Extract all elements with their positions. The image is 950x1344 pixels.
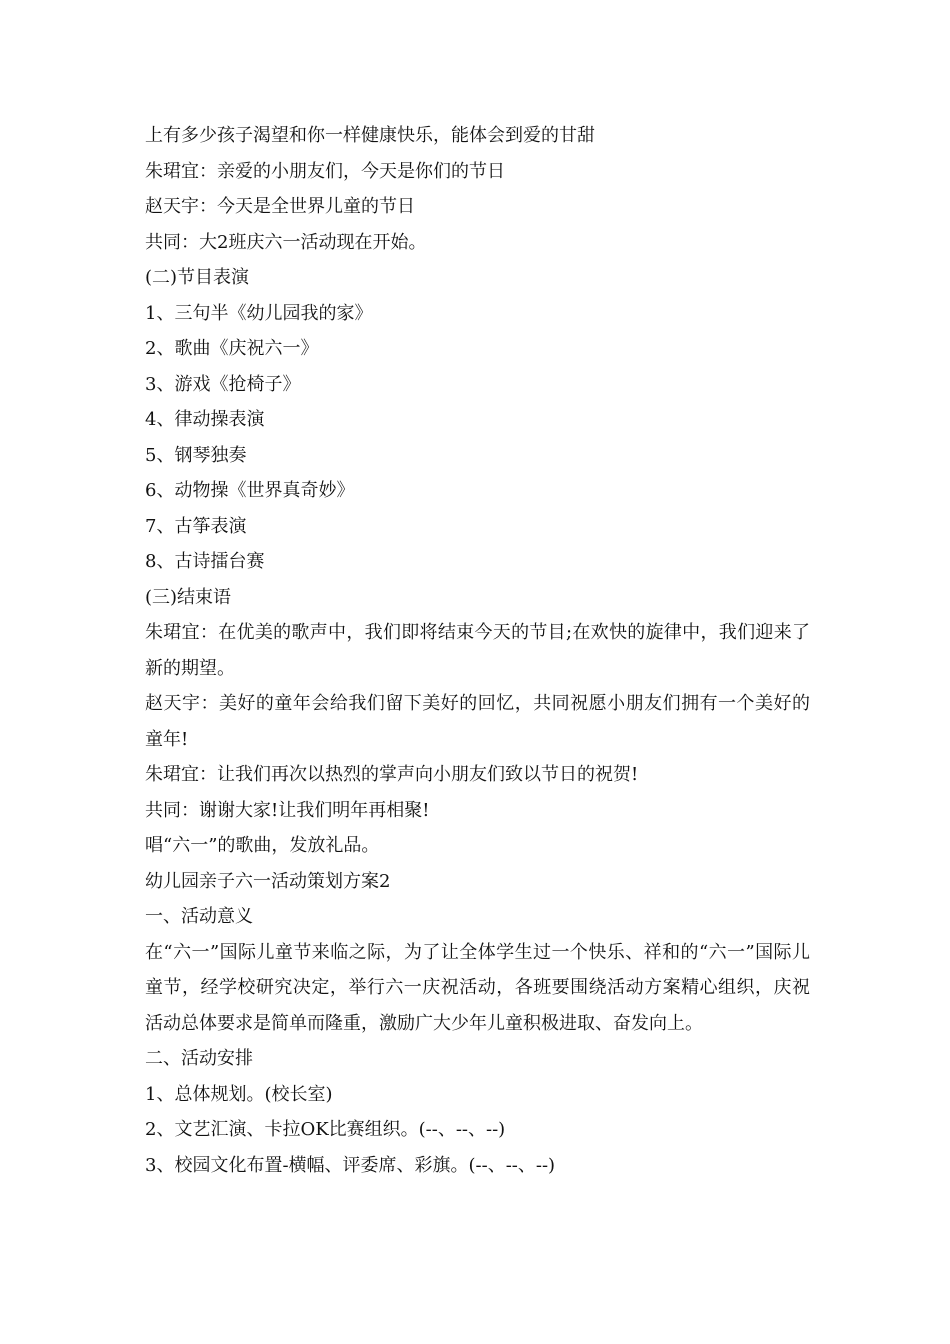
paragraph: 在“六一”国际儿童节来临之际，为了让全体学生过一个快乐、祥和的“六一”国际儿童节，经学校研究决定，举行六一庆祝活动，各班要围绕活动方案精心组织，庆祝活动总体要求是简单而隆重，激励广大少年儿童积极进取、奋发向上。 <box>145 941 810 1034</box>
program-item: 1、三句半《幼儿园我的家》 <box>145 302 373 324</box>
text-line: 唱“六一”的歌曲，发放礼品。 <box>145 835 380 856</box>
program-item: 6、动物操《世界真奇妙》 <box>145 480 355 501</box>
paragraph: 朱珺宜：在优美的歌声中，我们即将结束今天的节目;在欢快的旋律中，我们迎来了新的期望。 <box>145 622 810 679</box>
arrangement-item: 2、文艺汇演、卡拉OK比赛组织。(--、--、--) <box>145 1119 506 1140</box>
program-item: 8、古诗擂台赛 <box>145 551 265 572</box>
text-line: 共同：谢谢大家!让我们明年再相聚! <box>145 799 430 821</box>
program-item: 4、律动操表演 <box>145 409 265 430</box>
section-heading: (二)节目表演 <box>145 267 250 288</box>
program-item: 2、歌曲《庆祝六一》 <box>145 338 319 359</box>
text-line: 上有多少孩子渴望和你一样健康快乐，能体会到爱的甘甜 <box>145 125 595 146</box>
section-heading: (三)结束语 <box>145 586 232 608</box>
document-subtitle: 幼儿园亲子六一活动策划方案2 <box>145 870 391 892</box>
program-item: 5、钢琴独奏 <box>145 444 247 466</box>
section-heading: 一、活动意义 <box>145 906 253 927</box>
text-line: 朱珺宜：亲爱的小朋友们，今天是你们的节日 <box>145 160 505 182</box>
program-item: 3、游戏《抢椅子》 <box>145 373 301 395</box>
document-body <box>145 118 810 1183</box>
text-line: 朱珺宜：让我们再次以热烈的掌声向小朋友们致以节日的祝贺! <box>145 764 639 785</box>
program-item: 7、古筝表演 <box>145 515 247 537</box>
arrangement-item: 3、校园文化布置-横幅、评委席、彩旗。(--、--、--) <box>145 1154 556 1176</box>
text-line: 赵天宇：今天是全世界儿童的节日 <box>145 196 415 217</box>
text-line: 共同：大2班庆六一活动现在开始。 <box>145 231 427 253</box>
paragraph: 赵天宇：美好的童年会给我们留下美好的回忆，共同祝愿小朋友们拥有一个美好的童年! <box>145 693 810 750</box>
arrangement-item: 1、总体规划。(校长室) <box>145 1083 333 1105</box>
section-heading: 二、活动安排 <box>145 1048 253 1069</box>
